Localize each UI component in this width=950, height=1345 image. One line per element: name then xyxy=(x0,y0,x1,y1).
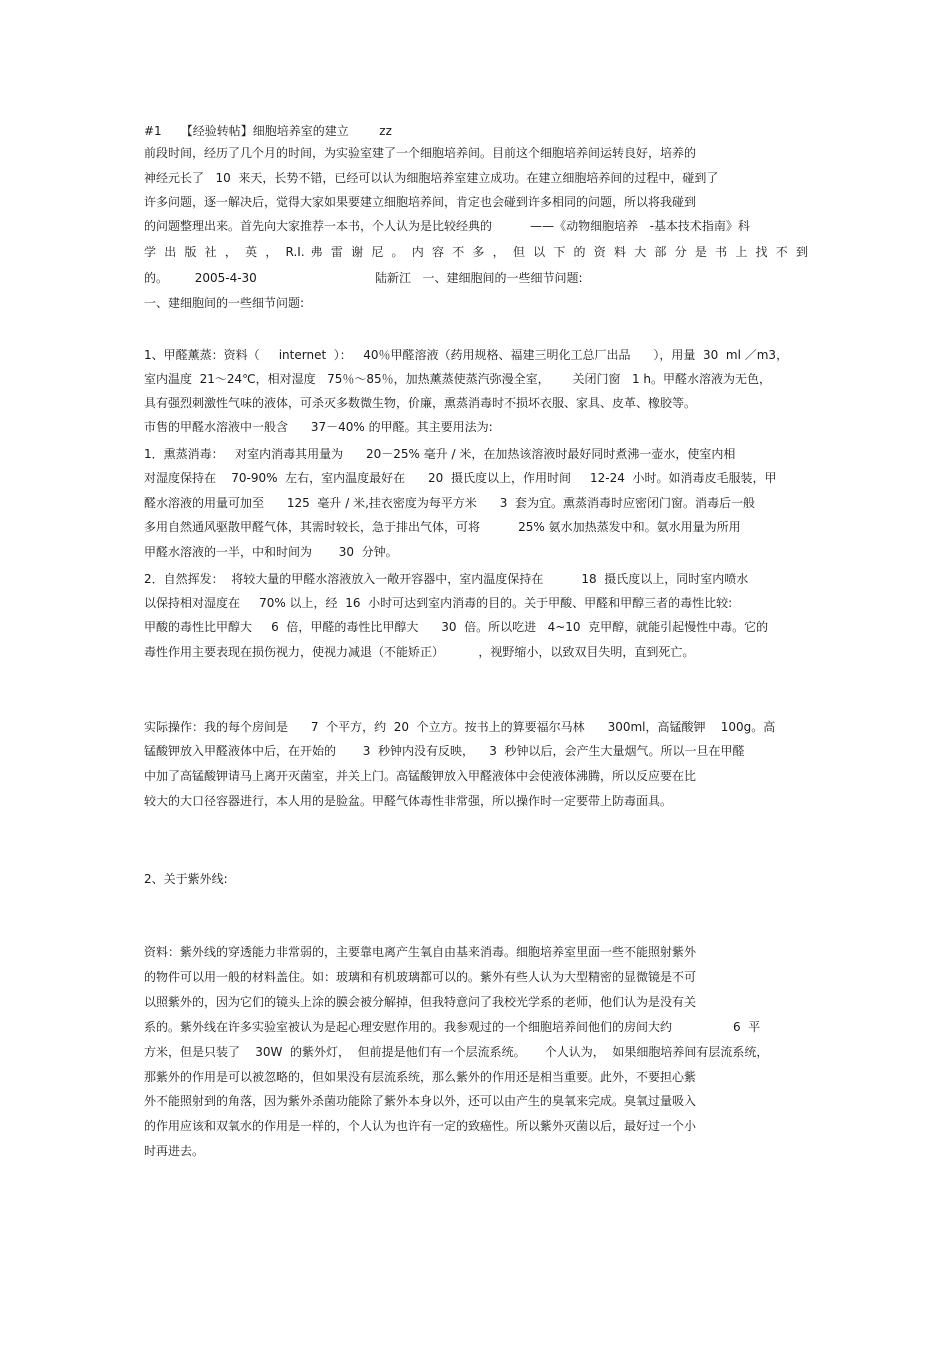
text-line: 前段时间，经历了几个月的时间，为实验室建了一个细胞培养间。目前这个细胞培养间运转良好，培养的 xyxy=(144,146,697,160)
text-line: 以保持相对湿度在 70% 以上，经 16 小时可达到室内消毒的目的。关于甲酸、甲醛和甲醇三者的毒性比较: xyxy=(144,596,733,610)
text-line: 甲醛水溶液的一半，中和时间为 30 分钟。 xyxy=(144,545,398,559)
text-line: 甲酸的毒性比甲醇大 6 倍，甲醛的毒性比甲醇大 30 倍。所以吃进 4~10 克甲醇，就能引起慢性中毒。它的 xyxy=(144,620,769,634)
text-line: 多用自然通风驱散甲醛气体，其需时较长，急于排出气体，可将 25% 氨水加热蒸发中和。氨水用量为所用 xyxy=(144,520,741,534)
post-title: #1 【经验转帖】细胞培养室的建立 zz xyxy=(144,124,392,138)
text-line: 的物件可以用一般的材料盖住。如：玻璃和有机玻璃都可以的。紫外有些人认为大型精密的显微镜是不可 xyxy=(144,970,697,984)
section-heading: 一、建细胞间的一些细节问题: xyxy=(144,296,305,310)
text-line: 系的。紫外线在许多实验室被认为是起心理安慰作用的。我参观过的一个细胞培养间他们的房间大约 6 平 xyxy=(144,1020,761,1034)
text-line: 市售的甲醛水溶液中一般含 37－40% 的甲醛。其主要用法为: xyxy=(144,420,493,434)
text-line: 具有强烈刺激性气味的液体，可杀灭多数微生物，价廉，熏蒸消毒时不损坏衣服、家具、皮革、橡胶等。 xyxy=(144,396,697,410)
text-line: 毒性作用主要表现在损伤视力，使视力减退（不能矫正） ，视野缩小，以致双目失明，直到死亡。 xyxy=(144,645,695,659)
text-line: 醛水溶液的用量可加至 125 毫升 / 米,挂衣密度为每平方米 3 套为宜。熏蒸消毒时应密闭门窗。消毒后一般 xyxy=(144,496,756,510)
text-line: 的。 2005-4-30 陆新江 一、建细胞间的一些细节问题: xyxy=(144,271,583,285)
text-line: 许多问题，逐一解决后，觉得大家如果要建立细胞培养间，肯定也会碰到许多相同的问题，所以将我碰到 xyxy=(144,195,697,209)
text-line: 锰酸钾放入甲醛液体中后，在开始的 3 秒钟内没有反映， 3 秒钟以后，会产生大量烟气。所以一旦在甲醛 xyxy=(144,744,745,758)
text-line: 方米，但是只装了 30W 的紫外灯， 但前提是他们有一个层流系统。 个人认为， 如果细胞培养间有层流系统， xyxy=(144,1045,769,1059)
text-line: 神经元长了 10 来天，长势不错，已经可以认为细胞培养室建立成功。在建立细胞培养间的过程中，碰到了 xyxy=(144,171,719,185)
text-line: 中加了高锰酸钾请马上离开灭菌室，并关上门。高锰酸钾放入甲醛液体中会使液体沸腾，所以反应要在比 xyxy=(144,769,697,783)
text-line: 的作用应该和双氧水的作用是一样的，个人认为也许有一定的致癌性。所以紫外灭菌以后，最好过一个小 xyxy=(144,1119,697,1133)
text-line: 室内温度 21～24℃，相对湿度 75％～85％，加热薰蒸使蒸汽弥漫全室， 关闭门窗 1 h。甲醛水溶液为无色， xyxy=(144,372,772,386)
section-heading: 2、关于紫外线: xyxy=(144,872,228,886)
text-line: 1．熏蒸消毒： 对室内消毒其用量为 20－25% 毫升 / 米，在加热该溶液时最好同时煮沸一壶水，使室内相 xyxy=(144,447,736,461)
text-line: 时再进去。 xyxy=(144,1144,205,1158)
text-line: 学 出 版 社 ， 英 ， R.I. 弗 雷 谢 尼 。 内 容 不 多 ， 但 以 下 的 资 料 大 部 分 是 书 上 找 不 到 xyxy=(144,245,808,259)
text-line: 较大的大口径容器进行，本人用的是脸盆。甲醛气体毒性非常强，所以操作时一定要带上防毒面具。 xyxy=(144,794,673,808)
text-line: 对湿度保持在 70-90% 左右，室内温度最好在 20 摄氏度以上，作用时间 12-24 小时。如消毒皮毛服装，甲 xyxy=(144,471,777,485)
text-line: 资料：紫外线的穿透能力非常弱的，主要靠电离产生氧自由基来消毒。细胞培养室里面一些不能照射紫外 xyxy=(144,945,697,959)
text-line: 的问题整理出来。首先向大家推荐一本书，个人认为是比较经典的 ——《动物细胞培养 -基本技术指南》科 xyxy=(144,219,750,233)
text-line: 那紫外的作用是可以被忽略的，但如果没有层流系统，那么紫外的作用还是相当重要。此外，不要担心紫 xyxy=(144,1070,697,1084)
text-line: 1、甲醛薰蒸：资料（ internet ）： 40％甲醛溶液（药用规格、福建三明化工总厂出品 ），用量 30 ml ／m3， xyxy=(144,348,789,362)
text-line: 2．自然挥发： 将较大量的甲醛水溶液放入一敞开容器中，室内温度保持在 18 摄氏度以上，同时室内喷水 xyxy=(144,572,749,586)
text-line: 以照紫外的，因为它们的镜头上涂的膜会被分解掉，但我特意问了我校光学系的老师，他们认为是没有关 xyxy=(144,995,697,1009)
text-line: 外不能照射到的角落，因为紫外杀菌功能除了紫外本身以外，还可以由产生的臭氧来完成。臭氧过量吸入 xyxy=(144,1094,697,1108)
text-line: 实际操作：我的每个房间是 7 个平方，约 20 个立方。按书上的算要福尔马林 300ml，高锰酸钾 100g。高 xyxy=(144,720,776,734)
